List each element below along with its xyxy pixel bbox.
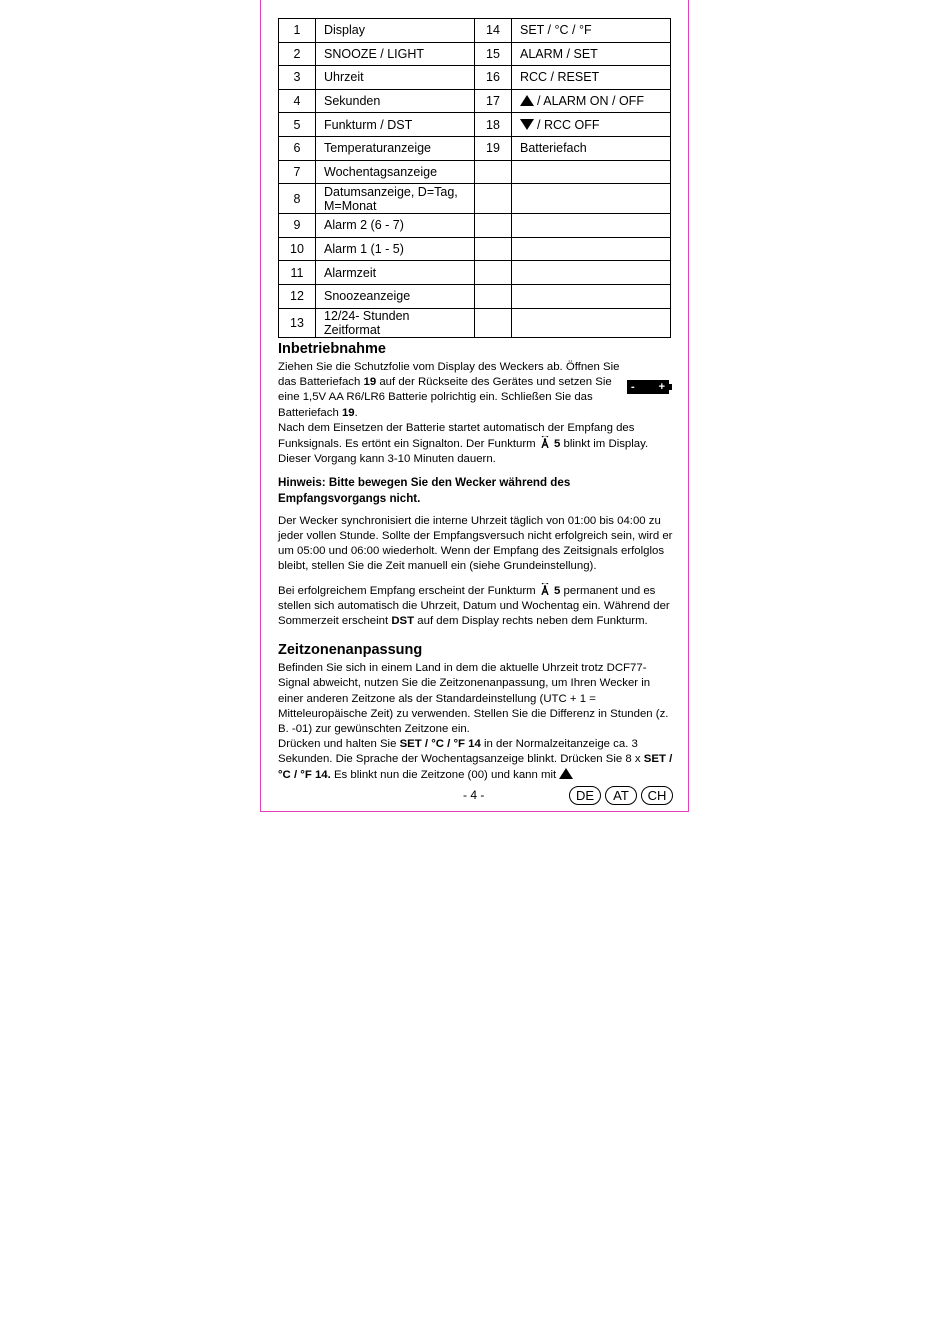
part-number <box>475 66 512 90</box>
part-number-text: 3 <box>293 70 301 85</box>
part-number-text: 18 <box>486 117 500 132</box>
part-number-text: 4 <box>293 94 301 109</box>
part-label <box>316 214 475 238</box>
part-label-text: Snoozeanzeige <box>324 289 411 304</box>
table-row <box>279 136 671 160</box>
part-number <box>475 284 512 308</box>
part-number <box>475 184 512 214</box>
up-arrow-icon <box>559 768 573 779</box>
paragraph-signal: Nach dem Einsetzen der Batterie startet automatisch der Empfang des Funksignals. Es ertönt ein Signalton. Der Funkturm 5 blinkt im Display. Dieser Vorgang kann 3-10 Minuten dauern. <box>278 421 649 466</box>
table-row <box>279 42 671 66</box>
part-label <box>512 237 671 261</box>
table-row <box>279 237 671 261</box>
country-badge: AT <box>605 786 637 805</box>
part-label <box>316 113 475 137</box>
part-number <box>279 308 316 337</box>
part-number <box>475 42 512 66</box>
part-number-text: 16 <box>486 70 500 85</box>
part-number-text: 19 <box>486 141 500 156</box>
paragraph-timezone: Befinden Sie sich in einem Land in dem die aktuelle Uhrzeit trotz DCF77-Signal abweicht, nutzen Sie die Zeitzonenanpassung, um Ihren Wecker in einer anderen Zeitzone als der Standardeinstellung (UTC + 1 = Mitteleuropäische Zeit) zu verwenden. Stellen Sie die Differenz in Stunden (z. B. -01) zur gewünschten Zeitzone ein. <box>278 662 669 736</box>
part-label <box>316 184 475 214</box>
part-label <box>512 184 671 214</box>
part-label <box>316 89 475 113</box>
part-number <box>279 160 316 184</box>
part-label <box>512 214 671 238</box>
part-number <box>279 89 316 113</box>
part-number <box>475 89 512 113</box>
parts-table <box>278 18 671 338</box>
part-label-text: Datumsanzeige, D=Tag, M=Monat <box>324 184 458 213</box>
country-badges <box>569 786 673 805</box>
part-label-text: Display <box>324 23 365 38</box>
part-label <box>512 66 671 90</box>
down-arrow-icon <box>520 119 534 130</box>
part-number <box>475 113 512 137</box>
part-label-text: / RCC OFF <box>537 117 600 132</box>
part-number <box>279 19 316 43</box>
part-label-text: 12/24- Stunden Zeitformat <box>324 308 410 337</box>
battery-minus: - <box>631 381 635 393</box>
part-number-text: 15 <box>486 46 500 61</box>
part-label-text: Sekunden <box>324 94 381 109</box>
part-label <box>512 284 671 308</box>
part-label <box>316 261 475 285</box>
part-number <box>475 19 512 43</box>
country-badge: CH <box>641 786 673 805</box>
part-label-text: SET / °C / °F <box>520 23 592 38</box>
part-number-text: 14 <box>486 23 500 38</box>
paragraph-reception: Bei erfolgreichem Empfang erscheint der Funkturm 5 permanent und es stellen sich automatisch die Uhrzeit, Datum und Wochentag ein. Während der Sommerzeit erscheint DST auf dem Display rechts neben dem Funkturm. <box>278 583 673 630</box>
up-arrow-icon <box>520 95 534 106</box>
part-number-text: 11 <box>290 265 304 280</box>
part-label-text: SNOOZE / LIGHT <box>324 46 425 61</box>
part-label <box>512 160 671 184</box>
page-number: - 4 - <box>463 788 485 802</box>
part-label <box>316 237 475 261</box>
part-number-text: 5 <box>293 117 301 132</box>
part-label <box>316 19 475 43</box>
part-number <box>279 284 316 308</box>
part-number <box>475 214 512 238</box>
heading-inbetriebnahme: Inbetriebnahme <box>278 341 386 357</box>
table-row <box>279 19 671 43</box>
heading-zeitzonen: Zeitzonenanpassung <box>278 642 423 659</box>
part-number <box>279 261 316 285</box>
part-number <box>279 184 316 214</box>
part-number <box>279 113 316 137</box>
part-label <box>512 308 671 337</box>
table-row <box>279 214 671 238</box>
part-number <box>279 66 316 90</box>
part-label <box>512 19 671 43</box>
part-number <box>475 136 512 160</box>
part-number <box>279 136 316 160</box>
table-row <box>279 89 671 113</box>
part-label-text: Alarm 1 (1 - 5) <box>324 242 404 257</box>
part-label <box>316 160 475 184</box>
part-number <box>279 237 316 261</box>
paragraph-timezone-steps: Drücken und halten Sie SET / °C / °F 14 in der Normalzeitanzeige ca. 3 Sekunden. Die Sprache der Wochentagsanzeige blinkt. Drücken Sie 8 x SET / °C / °F 14. Es blinkt nun die Zeitzone (00) und kann mit <box>278 738 673 781</box>
part-number-text: 7 <box>293 164 301 179</box>
table-row <box>279 113 671 137</box>
part-label <box>316 42 475 66</box>
part-number-text: 10 <box>290 242 304 257</box>
part-label-text: ALARM / SET <box>520 46 598 61</box>
table-row <box>279 160 671 184</box>
part-number-text: 8 <box>293 191 301 206</box>
part-label-text: / ALARM ON / OFF <box>537 94 644 109</box>
part-label-text: Temperaturanzeige <box>324 141 432 156</box>
part-label-text: Uhrzeit <box>324 70 364 85</box>
part-label <box>512 261 671 285</box>
part-label <box>512 136 671 160</box>
part-number-text: 1 <box>293 23 301 38</box>
part-number <box>279 214 316 238</box>
paragraph-sync: Der Wecker synchronisiert die interne Uhrzeit täglich von 01:00 bis 04:00 zu jeder vollen Stunde. Sollte der Empfangsversuch nicht erfolgreich sein, wird er um 05:00 und 06:00 wiederholt. Wenn der Empfang des Zeitsignals erfolglos bleibt, stellen Sie die Zeit manuell ein (siehe Grundeinstellung). <box>278 514 673 573</box>
part-label-text: Funkturm / DST <box>324 117 413 132</box>
part-number <box>475 160 512 184</box>
part-number <box>475 237 512 261</box>
part-label-text: Alarm 2 (6 - 7) <box>324 218 404 233</box>
country-badge: DE <box>569 786 601 805</box>
part-label <box>512 42 671 66</box>
table-row <box>279 261 671 285</box>
part-label <box>316 66 475 90</box>
paragraph-battery: Ziehen Sie die Schutzfolie vom Display des Weckers ab. Öffnen Sie das Batteriefach 19 auf der Rückseite des Gerätes und setzen Sie eine 1,5V AA R6/LR6 Batterie polrichtig ein. Schließen Sie das Batteriefach 19. <box>278 361 620 419</box>
part-label <box>316 136 475 160</box>
part-number <box>279 42 316 66</box>
main-content <box>278 340 673 783</box>
part-number-text: 17 <box>486 94 500 109</box>
battery-plus: + <box>658 381 665 393</box>
part-number-text: 6 <box>293 141 301 156</box>
table-row <box>279 184 671 214</box>
part-label-text: Wochentagsanzeige <box>324 164 438 179</box>
table-row <box>279 284 671 308</box>
footer <box>278 786 673 806</box>
part-label-text: RCC / RESET <box>520 70 600 85</box>
part-number-text: 9 <box>293 218 301 233</box>
radio-tower-icon <box>539 436 551 448</box>
table-row <box>279 66 671 90</box>
note-text: Hinweis: Bitte bewegen Sie den Wecker während des Empfangsvorgangs nicht. <box>278 476 571 505</box>
part-label <box>512 113 671 137</box>
part-number-text: 2 <box>293 46 301 61</box>
part-label <box>316 308 475 337</box>
part-label-text: Batteriefach <box>520 141 587 156</box>
part-label <box>512 89 671 113</box>
part-number-text: 13 <box>290 315 304 330</box>
part-label-text: Alarmzeit <box>324 265 377 280</box>
part-number <box>475 308 512 337</box>
table-row <box>279 308 671 337</box>
part-number-text: 12 <box>290 289 304 304</box>
part-number <box>475 261 512 285</box>
radio-tower-icon <box>539 583 551 595</box>
part-label <box>316 284 475 308</box>
